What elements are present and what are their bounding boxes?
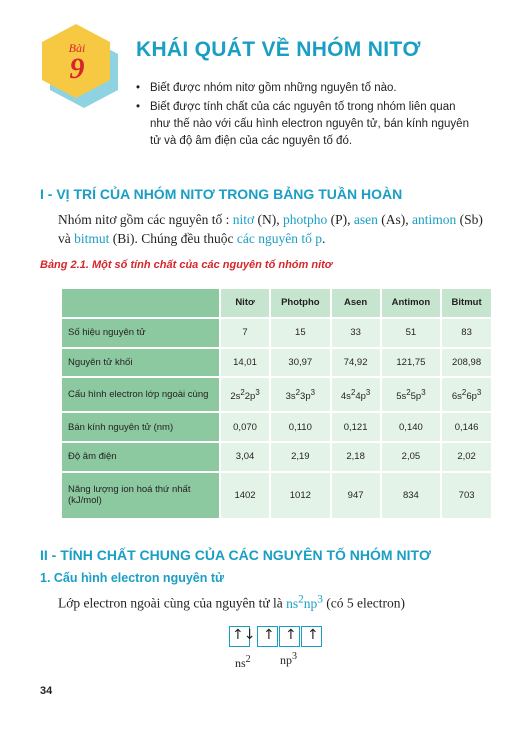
config-s-exp: 2 [406, 387, 411, 397]
table-cell: 2,18 [331, 442, 381, 472]
badge-word: Bài [68, 41, 86, 55]
orbital-diagram [229, 626, 329, 649]
config-p: 5p [410, 390, 422, 402]
table-cell-config [270, 377, 331, 412]
orbital-p-text: np [280, 653, 292, 667]
row-label: Năng lượng ion hoá thứ nhất (kJ/mol) [61, 472, 220, 519]
table-cell: 703 [441, 472, 492, 519]
bullet-icon: • [136, 82, 141, 94]
link-p-block[interactable]: các nguyên tố p [236, 231, 322, 246]
table-cell: 0,140 [381, 412, 442, 442]
arrow-up-down-icon: ↑↓ [232, 627, 256, 643]
section1-paragraph [58, 210, 498, 248]
page-number: 34 [40, 685, 53, 697]
orbital-s-text: ns [235, 656, 246, 670]
table-cell: 51 [381, 318, 442, 348]
objective-text: Biết được nhóm nitơ gồm những nguyên tố nào. [150, 82, 397, 94]
subsection-heading: 1. Cấu hình electron nguyên tử [40, 571, 225, 585]
orbital-s-label [235, 654, 251, 671]
table-caption: Bảng 2.1. Một số tính chất của các nguyên tố nhóm nitơ [40, 259, 333, 271]
table-cell: 7 [220, 318, 270, 348]
table-cell: 33 [331, 318, 381, 348]
config-s-exp: 2 [295, 387, 301, 397]
config-p: 3p [300, 390, 311, 402]
config-p-exp: 3 [310, 387, 316, 397]
orbital-p-exp: 3 [292, 651, 297, 662]
link-bitmut[interactable]: bitmut [74, 231, 110, 246]
properties-table-container [60, 287, 493, 520]
config-s: 2s [230, 390, 241, 402]
table-cell: 0,121 [331, 412, 381, 442]
config-s-exp: 2 [461, 387, 467, 397]
table-cell: 30,97 [270, 348, 331, 378]
table-row [61, 412, 492, 442]
table-cell: 14,01 [220, 348, 270, 378]
config-p-exp: 3 [255, 387, 260, 397]
table-header-row [61, 288, 492, 318]
config-s-exp: 2 [240, 387, 245, 397]
column-header: Bitmut [441, 288, 492, 318]
orbital-s-exp: 2 [245, 654, 251, 665]
config-s: 3s [285, 390, 296, 402]
section-heading-2: II - TÍNH CHẤT CHUNG CỦA CÁC NGUYÊN TỐ NHÓM NITƠ [40, 547, 431, 563]
text-run: (Bi). Chúng đều thuộc [109, 231, 237, 246]
config-s: 4s [340, 390, 351, 402]
text-run: (As), [377, 212, 413, 227]
arrow-up-icon: ↑ [307, 627, 319, 643]
config-p: 2p [244, 390, 256, 402]
orbital-p-label [280, 651, 297, 668]
text-run: (có 5 electron) [322, 595, 405, 611]
lesson-title: KHÁI QUÁT VỀ NHÓM NITƠ [136, 38, 421, 61]
table-row [61, 472, 492, 519]
row-label: Nguyên tử khối [61, 348, 220, 378]
config-p: 6p [466, 390, 477, 402]
table-row [61, 318, 492, 348]
row-label: Số hiệu nguyên tử [61, 318, 220, 348]
row-label: Cấu hình electron lớp ngoài cùng [61, 377, 220, 412]
config-s: 5s [396, 390, 407, 402]
row-label: Độ âm điện [61, 442, 220, 472]
table-cell: 2,05 [381, 442, 442, 472]
text-run: (Sb) và [58, 212, 483, 246]
objectives-list [136, 80, 476, 152]
table-cell: 121,75 [381, 348, 442, 378]
text-run: Lớp electron ngoài cùng của nguyên tử là [58, 595, 287, 611]
table-corner [61, 288, 220, 318]
link-config[interactable] [286, 593, 323, 611]
table-cell: 834 [381, 472, 442, 519]
table-cell: 15 [270, 318, 331, 348]
config-p-exp: 3 [476, 387, 482, 397]
config-p: 4p [355, 390, 366, 402]
table-cell: 2,02 [441, 442, 492, 472]
table-cell: 1402 [220, 472, 270, 519]
table-row [61, 348, 492, 378]
config-p-exp: 3 [421, 387, 426, 397]
config-np: np [303, 595, 318, 611]
lesson-badge [40, 22, 120, 108]
objective-item [136, 99, 476, 150]
column-header: Antimon [381, 288, 442, 318]
table-cell: 0,146 [441, 412, 492, 442]
properties-table [60, 287, 493, 520]
text-run: (P), [327, 212, 354, 227]
arrow-up-icon: ↑ [285, 627, 297, 643]
table-cell: 947 [331, 472, 381, 519]
bullet-icon: • [136, 101, 141, 113]
badge-number: 9 [69, 52, 85, 85]
column-header: Nitơ [220, 288, 270, 318]
row-label: Bán kính nguyên tử (nm) [61, 412, 220, 442]
config-ns: ns [286, 595, 299, 611]
config-ns-exp: 2 [298, 593, 304, 605]
link-antimon[interactable]: antimon [412, 212, 457, 227]
config-s-exp: 2 [350, 387, 356, 397]
link-nito[interactable]: nitơ [232, 212, 255, 227]
text-run: . [321, 231, 326, 246]
table-cell-config [381, 377, 442, 412]
table-cell: 208,98 [441, 348, 492, 378]
config-p-exp: 3 [365, 387, 371, 397]
config-np-exp: 3 [317, 593, 323, 605]
section2-paragraph [58, 593, 405, 612]
table-cell: 0,110 [270, 412, 331, 442]
column-header: Asen [331, 288, 381, 318]
table-cell: 3,04 [220, 442, 270, 472]
table-cell-config [331, 377, 381, 412]
section-heading-1: I - VỊ TRÍ CỦA NHÓM NITƠ TRONG BẢNG TUẦN HOÀN [40, 186, 403, 202]
table-cell-config [441, 377, 492, 412]
objective-text: Biết được tính chất của các nguyên tố trong nhóm liên quan như thế nào với cấu hình electron nguyên tử, bán kính nguyên tử và độ âm điện của các nguyên tố đó. [150, 101, 469, 147]
table-cell: 74,92 [331, 348, 381, 378]
column-header: Photpho [270, 288, 331, 318]
arrow-up-icon: ↑ [263, 627, 275, 643]
link-photpho[interactable]: photpho [283, 212, 328, 227]
text-run: (N), [254, 212, 284, 227]
table-cell: 2,19 [270, 442, 331, 472]
config-s: 6s [451, 390, 462, 402]
table-cell: 1012 [270, 472, 331, 519]
table-row [61, 377, 492, 412]
table-row [61, 442, 492, 472]
objective-item [136, 80, 476, 97]
table-cell: 83 [441, 318, 492, 348]
link-asen[interactable]: asen [353, 212, 378, 227]
table-cell-config [220, 377, 270, 412]
table-cell: 0,070 [220, 412, 270, 442]
text-run: Nhóm nitơ gồm các nguyên tố : [58, 212, 233, 227]
